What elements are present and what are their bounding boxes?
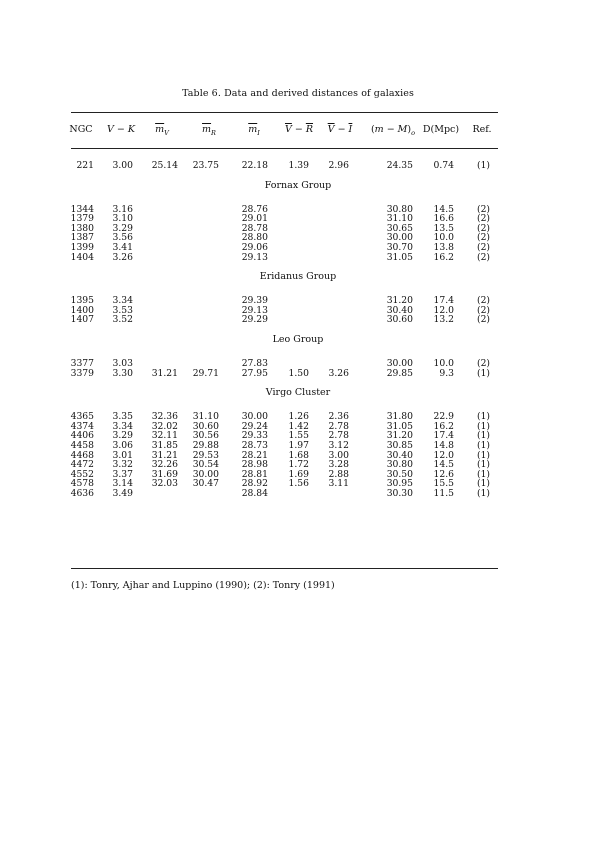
cell-distance-mpc: 10.0 — [433, 232, 454, 244]
cell-v-k: 3.56 — [112, 232, 133, 244]
cell-mi: 29.24 — [241, 420, 268, 432]
cell-ref: (2) — [476, 242, 490, 253]
cell-ngc: 4374 — [70, 420, 94, 432]
header-distance-mpc: D(Mpc) — [422, 124, 460, 135]
cell-ref: (1) — [476, 430, 490, 442]
cell-v-k: 3.00 — [112, 160, 133, 171]
cell-ngc: 1400 — [70, 304, 94, 316]
cell-ngc: 1407 — [70, 314, 94, 326]
header-ref: Ref. — [472, 124, 492, 135]
cell-v-r: 1.69 — [288, 468, 309, 480]
cell-mi: 22.18 — [241, 160, 268, 171]
cell-v-i: 3.12 — [328, 440, 349, 451]
cell-v-i: 2.96 — [328, 160, 349, 171]
cell-v-k: 3.34 — [112, 420, 133, 432]
cell-mv: 32.02 — [151, 420, 178, 432]
cell-v-r: 1.39 — [288, 160, 309, 171]
cell-mi: 28.73 — [241, 440, 268, 451]
cell-ref: (1) — [476, 488, 490, 499]
cell-distance-modulus: 31.80 — [386, 411, 413, 423]
table-row — [0, 368, 596, 380]
cell-mv: 25.14 — [151, 160, 178, 171]
cell-mr: 30.60 — [192, 420, 219, 432]
cell-distance-mpc: 17.4 — [433, 295, 454, 307]
cell-ref: (2) — [476, 358, 490, 369]
cell-distance-modulus: 30.65 — [386, 222, 413, 234]
cell-ref: (1) — [476, 449, 490, 461]
cell-v-k: 3.49 — [112, 488, 133, 499]
cell-mv: 31.69 — [151, 468, 178, 480]
table-row — [0, 488, 596, 500]
cell-mi: 28.98 — [241, 459, 268, 471]
cell-v-k: 3.06 — [112, 440, 133, 451]
cell-distance-modulus: 31.05 — [386, 420, 413, 432]
cell-mv: 31.21 — [151, 449, 178, 461]
cell-ngc: 4458 — [70, 440, 94, 451]
header-distance-modulus: $(m - M)_o$ — [370, 124, 416, 137]
cell-distance-modulus: 30.40 — [386, 449, 413, 461]
cell-distance-mpc: 12.0 — [433, 449, 454, 461]
cell-distance-mpc: 12.6 — [433, 468, 454, 480]
cell-ref: (1) — [476, 459, 490, 471]
cell-distance-modulus: 30.30 — [386, 488, 413, 499]
cell-distance-modulus: 30.80 — [386, 459, 413, 471]
cell-ref: (2) — [476, 295, 490, 307]
cell-distance-modulus: 30.95 — [386, 478, 413, 490]
cell-distance-modulus: 30.60 — [386, 314, 413, 326]
cell-v-r: 1.97 — [288, 440, 309, 451]
cell-v-k: 3.26 — [112, 251, 133, 263]
cell-v-k: 3.32 — [112, 459, 133, 471]
cell-v-i: 2.78 — [328, 420, 349, 432]
cell-ref: (2) — [476, 203, 490, 215]
cell-distance-mpc: 14.8 — [433, 440, 454, 451]
cell-ref: (1) — [476, 411, 490, 423]
cell-distance-mpc: 0.74 — [433, 160, 454, 171]
cell-mi: 28.81 — [241, 468, 268, 480]
cell-v-k: 3.29 — [112, 430, 133, 442]
cell-mv: 31.85 — [151, 440, 178, 451]
cell-ngc: 4468 — [70, 449, 94, 461]
cell-mi: 28.21 — [241, 449, 268, 461]
cell-ngc: 1344 — [70, 203, 94, 215]
cell-distance-mpc: 13.2 — [433, 314, 454, 326]
cell-mi: 28.78 — [241, 222, 268, 234]
cell-distance-modulus: 30.85 — [386, 440, 413, 451]
cell-mr: 29.71 — [192, 367, 219, 379]
cell-v-r: 1.72 — [288, 459, 309, 471]
cell-mr: 29.53 — [192, 449, 219, 461]
cell-ref: (2) — [476, 222, 490, 234]
header-v-i: $\overline{V} - \overline{I}$ — [327, 124, 353, 135]
cell-v-i: 3.11 — [328, 478, 349, 490]
cell-mr: 30.56 — [192, 430, 219, 442]
cell-mi: 28.92 — [241, 478, 268, 490]
cell-distance-mpc: 13.5 — [433, 222, 454, 234]
cell-distance-modulus: 31.20 — [386, 430, 413, 442]
cell-ngc: 1395 — [70, 295, 94, 307]
cell-ngc: 3377 — [70, 358, 94, 369]
cell-v-i: 2.36 — [328, 411, 349, 423]
cell-ngc: 4578 — [70, 478, 94, 490]
cell-distance-modulus: 24.35 — [386, 160, 413, 171]
cell-v-r: 1.42 — [288, 420, 309, 432]
cell-ref: (1) — [476, 420, 490, 432]
table-row — [0, 160, 596, 172]
cell-distance-modulus: 30.80 — [386, 203, 413, 215]
cell-distance-modulus: 30.40 — [386, 304, 413, 316]
cell-ref: (1) — [476, 160, 490, 171]
cell-v-i: 2.78 — [328, 430, 349, 442]
cell-mi: 27.95 — [241, 367, 268, 379]
cell-v-k: 3.41 — [112, 242, 133, 253]
cell-ngc: 4472 — [70, 459, 94, 471]
cell-mv: 31.21 — [151, 367, 178, 379]
cell-mr: 30.47 — [192, 478, 219, 490]
cell-mr: 30.00 — [192, 468, 219, 480]
rule-header — [71, 148, 498, 149]
cell-mi: 28.84 — [241, 488, 268, 499]
cell-distance-mpc: 16.2 — [433, 251, 454, 263]
cell-mv: 32.11 — [151, 430, 178, 442]
cell-distance-modulus: 30.50 — [386, 468, 413, 480]
cell-ngc: 1399 — [70, 242, 94, 253]
rule-top — [71, 112, 498, 113]
cell-ref: (2) — [476, 251, 490, 263]
cell-distance-mpc: 16.6 — [433, 213, 454, 225]
cell-v-k: 3.29 — [112, 222, 133, 234]
cell-distance-modulus: 31.20 — [386, 295, 413, 307]
cell-mv: 32.36 — [151, 411, 178, 423]
cell-mr: 29.88 — [192, 440, 219, 451]
cell-mv: 32.03 — [151, 478, 178, 490]
cell-mr: 31.10 — [192, 411, 219, 423]
cell-distance-modulus: 30.70 — [386, 242, 413, 253]
table-caption: Table 6. Data and derived distances of galaxies — [182, 88, 414, 99]
cell-distance-modulus: 31.05 — [386, 251, 413, 263]
cell-mi: 28.80 — [241, 232, 268, 244]
cell-v-k: 3.53 — [112, 304, 133, 316]
cell-ngc: 1404 — [70, 251, 94, 263]
cell-mi: 29.13 — [241, 251, 268, 263]
group-title: Fornax Group — [264, 179, 332, 191]
cell-distance-mpc: 22.9 — [433, 411, 454, 423]
cell-distance-modulus: 31.10 — [386, 213, 413, 225]
cell-ngc: 4552 — [70, 468, 94, 480]
cell-distance-mpc: 9.3 — [439, 367, 454, 379]
cell-v-k: 3.30 — [112, 367, 133, 379]
cell-distance-mpc: 17.4 — [433, 430, 454, 442]
header-row — [0, 124, 596, 136]
cell-mv: 32.26 — [151, 459, 178, 471]
cell-v-k: 3.01 — [112, 449, 133, 461]
cell-ngc: 4406 — [70, 430, 94, 442]
cell-mi: 29.29 — [241, 314, 268, 326]
cell-v-i: 3.28 — [328, 459, 349, 471]
rule-bottom — [71, 568, 498, 569]
cell-v-k: 3.52 — [112, 314, 133, 326]
cell-mr: 30.54 — [192, 459, 219, 471]
header-v-k: V − K — [107, 124, 135, 135]
cell-ngc: 4636 — [70, 488, 94, 499]
cell-distance-mpc: 14.5 — [433, 459, 454, 471]
cell-ref: (2) — [476, 304, 490, 316]
cell-mi: 29.06 — [241, 242, 268, 253]
footnote: (1): Tonry, Ajhar and Luppino (1990); (2): Tonry (1991) — [71, 580, 335, 591]
group-title: Leo Group — [272, 334, 324, 345]
cell-v-k: 3.03 — [112, 358, 133, 369]
cell-ref: (1) — [476, 440, 490, 451]
cell-distance-modulus: 30.00 — [386, 358, 413, 369]
cell-mi: 29.39 — [241, 295, 268, 307]
header-mv: $\overline{m}_V$ — [155, 124, 169, 137]
cell-distance-mpc: 12.0 — [433, 304, 454, 316]
cell-ngc: 221 — [76, 160, 94, 171]
cell-ngc: 3379 — [70, 367, 94, 379]
cell-distance-modulus: 29.85 — [386, 367, 413, 379]
cell-v-k: 3.14 — [112, 478, 133, 490]
cell-ngc: 1387 — [70, 232, 94, 244]
cell-distance-mpc: 11.5 — [433, 488, 454, 499]
header-v-r: $\overline{V} - \overline{R}$ — [284, 124, 314, 135]
cell-mi: 29.13 — [241, 304, 268, 316]
cell-distance-mpc: 16.2 — [433, 420, 454, 432]
cell-mi: 29.01 — [241, 213, 268, 225]
cell-mi: 30.00 — [241, 411, 268, 423]
cell-v-r: 1.26 — [288, 411, 309, 423]
group-title: Eridanus Group — [259, 271, 337, 283]
cell-ref: (1) — [476, 478, 490, 490]
cell-mi: 28.76 — [241, 203, 268, 215]
cell-ngc: 1379 — [70, 213, 94, 225]
cell-distance-mpc: 13.8 — [433, 242, 454, 253]
cell-v-r: 1.55 — [288, 430, 309, 442]
cell-ref: (1) — [476, 367, 490, 379]
cell-ref: (2) — [476, 314, 490, 326]
cell-v-k: 3.35 — [112, 411, 133, 423]
cell-v-r: 1.56 — [288, 478, 309, 490]
cell-v-k: 3.10 — [112, 213, 133, 225]
cell-distance-modulus: 30.00 — [386, 232, 413, 244]
cell-v-r: 1.68 — [288, 449, 309, 461]
cell-mi: 27.83 — [241, 358, 268, 369]
cell-ngc: 4365 — [70, 411, 94, 423]
table-row — [0, 252, 596, 264]
header-mi: $\overline{m}_I$ — [248, 124, 260, 137]
cell-distance-mpc: 14.5 — [433, 203, 454, 215]
cell-distance-mpc: 10.0 — [433, 358, 454, 369]
cell-v-k: 3.34 — [112, 295, 133, 307]
cell-ref: (2) — [476, 213, 490, 225]
cell-v-i: 3.00 — [328, 449, 349, 461]
cell-distance-mpc: 15.5 — [433, 478, 454, 490]
cell-v-i: 3.26 — [328, 367, 349, 379]
cell-ngc: 1380 — [70, 222, 94, 234]
cell-v-k: 3.37 — [112, 468, 133, 480]
header-mr: $\overline{m}_R$ — [202, 124, 216, 137]
header-ngc: NGC — [69, 124, 93, 135]
cell-ref: (2) — [476, 232, 490, 244]
cell-mr: 23.75 — [192, 160, 219, 171]
cell-mi: 29.33 — [241, 430, 268, 442]
cell-v-r: 1.50 — [288, 367, 309, 379]
table-row — [0, 314, 596, 326]
group-title: Virgo Cluster — [265, 387, 331, 399]
cell-v-k: 3.16 — [112, 203, 133, 215]
cell-ref: (1) — [476, 468, 490, 480]
cell-v-i: 2.88 — [328, 468, 349, 480]
